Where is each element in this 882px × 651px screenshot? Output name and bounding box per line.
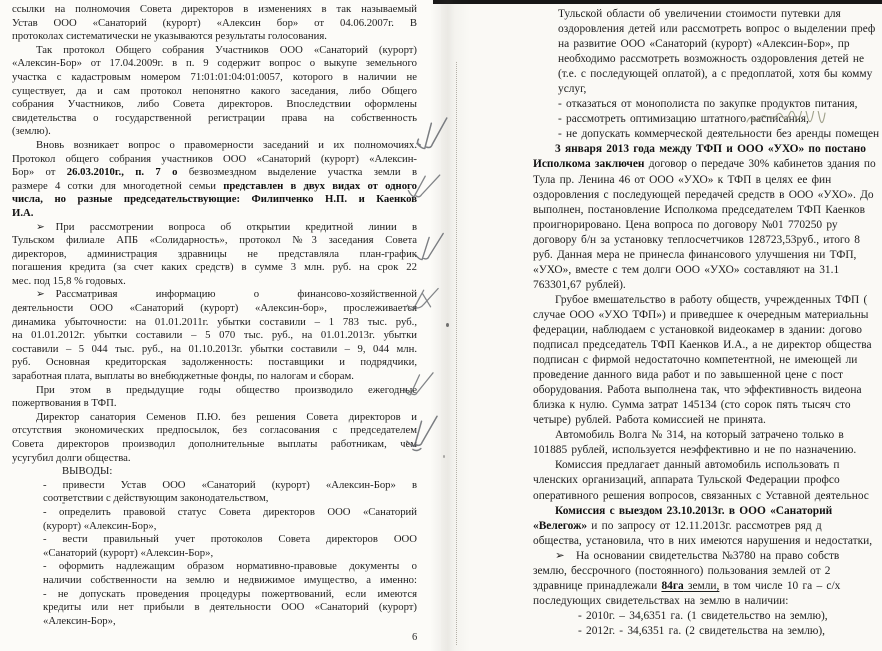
text-run: - привести Устав ООО «Санаторий (курорт) «Алексин-Бор» в (43, 478, 417, 491)
text-run: При рассмотрении вопроса об открытии кредитной линии в (55, 220, 417, 233)
text-line (533, 519, 882, 534)
text-run: здравнице принадлежали (533, 579, 662, 592)
text-line (12, 316, 417, 330)
scan-speck (62, 502, 65, 504)
text-line (533, 534, 882, 549)
text-line (533, 338, 882, 353)
text-run: «Алексин-Бор» от 17.04.2009г. в п. 9 содержит вопрос о выкупе земельного (12, 57, 417, 70)
text-run: составили – 5 044 тыс. руб., на 01.10.2013г. убытки составили – 9, 044 млн. (12, 342, 417, 355)
text-run: на 01.01.2012г. убытки составили – 5 070 тыс. руб., на 01.01.2013г. убытки (12, 329, 417, 342)
text-run: - оформить надлежащим образом нормативно-правовые документы о (43, 560, 417, 573)
text-line (43, 520, 417, 534)
text-line (12, 139, 417, 153)
text-line (558, 67, 882, 82)
text-run: оборудования. Работа выполнена так, что эффективность видеона (533, 384, 862, 397)
text-line (12, 17, 417, 31)
text-line (12, 153, 417, 167)
text-run: пожертвования в ТФП. (12, 397, 117, 410)
text-line (533, 383, 882, 398)
text-line (533, 188, 882, 203)
text-run: Исполкома заключен (533, 158, 645, 171)
text-run: Протокол общего собрания участников ООО «Санаторий (курорт) «Алексин- (12, 152, 417, 165)
text-line (533, 218, 882, 233)
text-line (12, 166, 417, 180)
text-run: протоколах систематически не указываются результаты голосования. (12, 30, 327, 43)
text-run: ➢ (555, 549, 576, 562)
text-run: 101885 рублей, используется неэффективно и не по назначению. (533, 444, 857, 457)
text-line (43, 615, 417, 629)
text-run: оздоровления с последующей передачей средств в ООО «УХО». До (533, 188, 874, 201)
text-run: 3 января 2013 года между ТФП и ООО «УХО» по постано (555, 143, 866, 156)
text-run: - не допускать коммерческой деятельности без аренды помещен (558, 128, 880, 141)
text-line (12, 275, 417, 289)
text-line (43, 533, 417, 547)
text-run: существует, да и сам протокол непонятно какого заседания, либо Общего (12, 84, 417, 97)
text-line (12, 411, 417, 425)
text-run: ссылки на полномочия Совета директоров в изменениях в так называемый (12, 3, 417, 15)
text-line (12, 85, 417, 99)
text-line (43, 560, 417, 574)
text-line (12, 288, 417, 302)
text-line (533, 293, 882, 308)
text-run: 84га (661, 579, 684, 592)
text-line (578, 624, 882, 639)
text-line (43, 588, 417, 602)
page-number: 6 (412, 632, 418, 643)
text-line (533, 173, 882, 188)
text-line (12, 71, 417, 85)
text-line (12, 112, 417, 126)
text-run: собрания Участников, либо Совета директоров. Впоследствии оформлены (12, 98, 417, 111)
text-line (533, 413, 882, 428)
text-line (12, 193, 417, 207)
text-run: руб. Данная мера не принесла финансового улучшения ни ТФП, (533, 248, 857, 261)
text-run: выполнен, постановление Исполкома председателем ТФП Каенков (533, 203, 865, 216)
text-line (533, 549, 882, 564)
text-line (12, 452, 417, 466)
text-run: необходимо рассмотреть возможность оздоровления детей не (558, 53, 865, 66)
text-line (533, 203, 882, 218)
text-run: наличии собственности на землю и недвижимое имущество, а именно: (43, 573, 417, 586)
text-run: земли, (683, 579, 720, 592)
text-run: ➢ (36, 220, 56, 233)
text-line (533, 157, 882, 172)
text-run: - определить правовой статус Совета директоров ООО «Санаторий (43, 505, 417, 518)
text-line (558, 52, 882, 67)
text-line (558, 97, 882, 112)
text-run: - не допускать проведения процедуры пожертвований, если имеются (43, 587, 417, 600)
text-run: Совета директоров производил дополнительные выплаты работникам, чем (12, 438, 417, 450)
text-run: ВЫВОДЫ: (62, 465, 113, 478)
text-run: - рассмотреть оптимизацию штатного расписания, (558, 113, 809, 126)
text-line (578, 609, 882, 624)
text-run: Комиссия с выездом 23.10.2013г. в ООО «Санаторий (555, 504, 833, 517)
text-run: ➢ (36, 288, 56, 301)
text-line (43, 492, 417, 506)
text-line (558, 7, 882, 22)
text-run: деятельности ООО «Санаторий (курорт) «Алексин-бор», прослеживается (12, 302, 417, 315)
text-line (558, 22, 882, 37)
text-run: И.А. (12, 206, 34, 219)
text-run: Грубое вмешательство в работу обществ, учрежденных ТФП ( (555, 293, 868, 306)
text-run: «УХО», вместе с тем долги ООО «УХО» составляют на 31.1 (533, 263, 840, 276)
text-run: Устав ООО «Санаторий (курорт) «Алексин бор» от 04.06.2007г. В (12, 16, 417, 29)
text-line (43, 547, 417, 561)
text-line (533, 443, 882, 458)
text-run: четыре) рублей. Работа комиссией не принята. (533, 414, 766, 427)
text-line (12, 438, 417, 452)
text-line (533, 458, 882, 473)
text-line (43, 574, 417, 588)
text-run: землю, бессрочного (постоянного) пользования землей от 2 (533, 564, 831, 577)
text-run: заработная плата, выплаты во внебюджетные фонды, по налогам и сборам. (12, 370, 354, 383)
text-run: Тульской области об увеличении стоимости путевки для (558, 8, 841, 20)
text-run: свидетельства о государственной регистрации права на собственность (12, 111, 417, 124)
text-run: «Велегож» (533, 519, 588, 532)
text-line (43, 506, 417, 520)
text-run: договору б/н за установку теплосчетчиков 128723,53руб., итого 8 (533, 233, 860, 246)
text-run: проведение данного вида работ и по завышенной цене с пост (533, 369, 843, 382)
text-run: представлен в двух видах от одного (223, 179, 417, 192)
page-left-text (12, 3, 417, 628)
text-run: - отказаться от монополиста по закупке продуктов питания, (558, 98, 858, 111)
text-line (533, 353, 882, 368)
text-run: случае ООО «УХО ТФП») и приведшее к очередным материальны (533, 308, 869, 321)
text-run: участка с кадастровым номером 71:01:01:04:01:0057, которого в наличии не (12, 70, 417, 83)
text-line (12, 424, 417, 438)
text-line (12, 221, 417, 235)
text-line (12, 302, 417, 316)
text-run: Вновь возникает вопрос о правомерности заседаний и их полномочиях. (36, 138, 417, 151)
text-run: Бор» от (12, 166, 67, 179)
text-run: безвозмездном выделение участка земли в (177, 166, 417, 179)
text-run: членских организаций, аппарата Тульской Федерации профсо (533, 474, 840, 487)
text-line (12, 98, 417, 112)
text-line (533, 142, 882, 157)
text-line (12, 465, 417, 479)
text-run: Тула пр. Ленина 46 от ООО «УХО» к ТФП в целях ее фин (533, 173, 832, 186)
text-line (533, 308, 882, 323)
text-line (12, 329, 417, 343)
text-run: подписан с фирмой недостаточно компетентной, не имеющей ли (533, 354, 858, 367)
text-line (533, 473, 882, 488)
text-line (533, 398, 882, 413)
text-line (12, 356, 417, 370)
page-right (441, 0, 882, 651)
text-run: - вести правильный учет протоколов Совета директоров ООО (43, 533, 417, 546)
text-line (12, 3, 417, 17)
text-run: На основании свидетельства №3780 на право собств (575, 549, 840, 562)
text-run: (т.е. с последующей оплатой), а с предоплатой, хотя бы комму (558, 68, 873, 81)
text-run: погашения кредита (за счет каких средств) в сумме 3 млн. руб. на срок 22 (12, 261, 417, 274)
text-run: федерации, наблюдаем с установкой видеокамер в здании: догово (533, 323, 862, 336)
text-line (12, 30, 417, 44)
text-run: кредиты или нет прибыли в деятельности ООО «Санаторий (курорт) (43, 601, 417, 614)
text-line (43, 601, 417, 615)
text-run: директоров, администрация здравницы не представляла план-график (12, 247, 417, 260)
text-line (12, 370, 417, 384)
text-run: отсутствия экономических предпосылок, без согласования с председателем (12, 424, 417, 437)
text-line (533, 248, 882, 263)
text-run: руб. Основная кредиторская задолженность: поставщики и подрядчики, (12, 356, 417, 369)
text-run: подписал председатель ТФП Каенков И.А., а не директор общества (533, 339, 872, 352)
text-run: на развитие ООО «Санаторий (курорт) «Алексин-Бор», пр (558, 38, 850, 51)
text-run: 763301,67 рублей). (533, 278, 626, 291)
text-line (12, 207, 417, 221)
text-run: «Санаторий (курорт) «Алексин-Бор», (43, 546, 214, 559)
text-run: При этом в предыдущие годы общество производило ежегодные (36, 383, 417, 396)
text-run: услуг, (558, 83, 587, 96)
text-line (12, 44, 417, 58)
text-line (533, 579, 882, 594)
text-line (533, 233, 882, 248)
text-run: Директор санатория Семенов П.Ю. без решения Совета директоров и (36, 410, 417, 423)
page-right-text (533, 7, 882, 639)
text-line (43, 479, 417, 493)
text-line (533, 504, 882, 519)
text-run: 26.03.2010г., п. 7 о (66, 166, 178, 179)
text-line (558, 127, 882, 142)
text-line (12, 397, 417, 411)
text-run: общества, установила, что в них имеются нарушения и недостатки, (533, 534, 873, 547)
text-line (12, 57, 417, 71)
text-run: динамика убыточности: на 01.01.2011г. убытки составили – 1 783 тыс. руб., (12, 315, 417, 328)
text-run: мес. под 15,8 % годовых. (12, 274, 126, 287)
text-run: размере 4 сотки для многодетной семьи (12, 179, 224, 192)
text-line (533, 323, 882, 338)
text-run: соответствии с действующим законодательством, (43, 492, 269, 505)
text-line (558, 112, 882, 127)
text-run: проигнорировано. Цена вопроса по договору №01 770250 ру (533, 218, 838, 231)
text-line (12, 384, 417, 398)
text-run: договор о передаче 30% кабинетов здания по (644, 158, 876, 171)
text-line (12, 180, 417, 194)
text-run: (землю). (12, 125, 51, 138)
text-run: Автомобиль Волга № 314, на который затрачено только в (555, 429, 844, 442)
scan-top-edge (433, 0, 882, 4)
text-line (533, 368, 882, 383)
text-line (558, 37, 882, 52)
text-line (533, 489, 882, 504)
text-line (533, 278, 882, 293)
text-run: Тульском филиале АПБ «Солидарность», протокол №3 заседания Совета (12, 234, 417, 247)
page-fold-line (456, 62, 457, 645)
text-line (12, 248, 417, 262)
text-run: числа, но разные председательствующие: Филипченко Н.П. и Каенков (12, 193, 417, 206)
text-run: оперативного решения вопросов, связанных с Уставной деятельнос (533, 489, 869, 502)
text-line (558, 82, 882, 97)
scan-speck (446, 323, 449, 327)
scan-speck (443, 455, 445, 458)
text-run: - 2010г. – 34,6351 га. (1 свидетельство на землю), (578, 609, 828, 622)
text-run: последующих свидетельствах на землю в наличии: (533, 594, 789, 607)
text-line (533, 594, 882, 609)
text-line (12, 261, 417, 275)
text-run: (курорт) «Алексин-Бор», (43, 519, 157, 532)
text-run: усугубил долги общества. (12, 451, 131, 464)
text-run: близка к нулю. Сумма затрат 145134 (сто сорок пять тысяч сто (533, 399, 851, 412)
text-run: оздоровления детей или рассмотреть вопрос о выделении преф (558, 23, 876, 36)
text-line (12, 343, 417, 357)
text-run: Комиссия предлагает данный автомобиль использовать п (555, 459, 840, 472)
text-run: Рассматривая информацию о финансово-хозяйственной (55, 288, 417, 301)
text-run: - 2012г. - 34,6351 га. (2 свидетельства на землю), (578, 624, 826, 637)
text-run: и по запросу от 12.11.2013г. рассмотрев ряд д (587, 519, 822, 532)
text-run: в том числе 10 га – с/х (719, 579, 841, 592)
text-run: Так протокол Общего собрания Участников ООО «Санаторий (курорт) (36, 43, 417, 56)
text-line (533, 263, 882, 278)
text-run: «Алексин-Бор», (43, 614, 116, 627)
text-line (533, 428, 882, 443)
text-line (12, 234, 417, 248)
text-line (533, 564, 882, 579)
text-line (12, 125, 417, 139)
